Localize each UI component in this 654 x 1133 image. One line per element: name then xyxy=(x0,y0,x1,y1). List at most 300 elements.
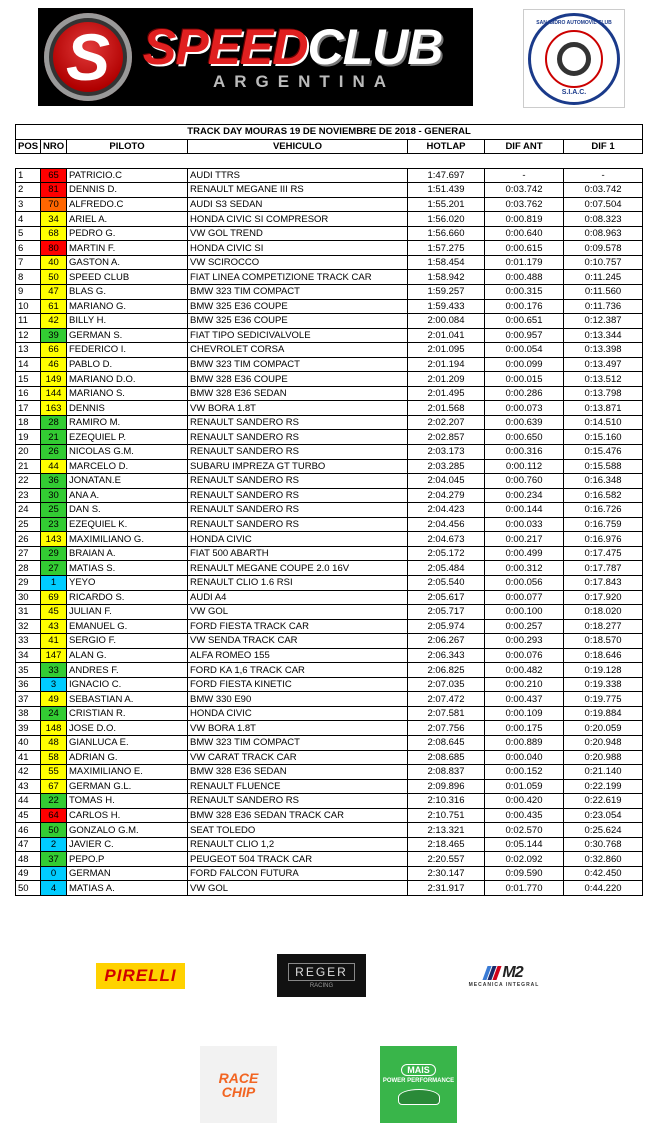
cell-piloto: BLAS G. xyxy=(67,285,188,300)
table-row xyxy=(16,808,643,823)
cell-hotlap: 2:01.095 xyxy=(408,343,485,358)
cell-piloto: MAXIMILIANO E. xyxy=(67,765,188,780)
cell-nro: 24 xyxy=(41,706,67,721)
cell-dif-1: 0:13.344 xyxy=(564,328,643,343)
table-row xyxy=(16,285,643,300)
cell-piloto: PABLO D. xyxy=(67,357,188,372)
cell-nro: 143 xyxy=(41,532,67,547)
cell-vehiculo: CHEVROLET CORSA xyxy=(188,343,408,358)
cell-vehiculo: SEAT TOLEDO xyxy=(188,823,408,838)
cell-piloto: BILLY H. xyxy=(67,314,188,329)
cell-vehiculo: FIAT TIPO SEDICIVALVOLE xyxy=(188,328,408,343)
cell-pos: 33 xyxy=(16,634,41,649)
cell-vehiculo: HONDA CIVIC SI COMPRESOR xyxy=(188,212,408,227)
cell-dif-ant: 0:00.109 xyxy=(485,706,564,721)
cell-piloto: DENNIS D. xyxy=(67,183,188,198)
cell-vehiculo: SUBARU IMPREZA GT TURBO xyxy=(188,459,408,474)
cell-hotlap: 1:56.020 xyxy=(408,212,485,227)
cell-dif-ant: 0:01.179 xyxy=(485,255,564,270)
table-row xyxy=(16,750,643,765)
cell-nro: 23 xyxy=(41,517,67,532)
cell-dif-ant: 0:00.040 xyxy=(485,750,564,765)
cell-pos: 21 xyxy=(16,459,41,474)
cell-nro: 33 xyxy=(41,663,67,678)
cell-vehiculo: BMW 325 E36 COUPE xyxy=(188,299,408,314)
table-row xyxy=(16,619,643,634)
cell-hotlap: 2:04.673 xyxy=(408,532,485,547)
cell-piloto: DENNIS xyxy=(67,401,188,416)
cell-hotlap: 1:55.201 xyxy=(408,197,485,212)
cell-hotlap: 2:07.472 xyxy=(408,692,485,707)
cell-dif-ant: 0:00.640 xyxy=(485,226,564,241)
cell-dif-ant: 0:02.092 xyxy=(485,852,564,867)
cell-nro: 80 xyxy=(41,241,67,256)
table-row xyxy=(16,183,643,198)
cell-nro: 61 xyxy=(41,299,67,314)
table-row xyxy=(16,735,643,750)
cell-vehiculo: VW SCIROCCO xyxy=(188,255,408,270)
cell-hotlap: 2:20.557 xyxy=(408,852,485,867)
cell-nro: 2 xyxy=(41,837,67,852)
cell-pos: 49 xyxy=(16,866,41,881)
cell-hotlap: 1:59.433 xyxy=(408,299,485,314)
cell-dif-ant: 0:00.056 xyxy=(485,575,564,590)
table-row xyxy=(16,445,643,460)
table-row xyxy=(16,386,643,401)
cell-nro: 65 xyxy=(41,168,67,183)
cell-dif-ant: 0:00.315 xyxy=(485,285,564,300)
cell-vehiculo: RENAULT SANDERO RS xyxy=(188,430,408,445)
cell-nro: 69 xyxy=(41,590,67,605)
cell-vehiculo: BMW 330 E90 xyxy=(188,692,408,707)
cell-dif-1: 0:11.245 xyxy=(564,270,643,285)
cell-nro: 148 xyxy=(41,721,67,736)
cell-dif-ant: 0:09.590 xyxy=(485,866,564,881)
cell-vehiculo: BMW 323 TIM COMPACT xyxy=(188,357,408,372)
cell-dif-1: 0:19.338 xyxy=(564,677,643,692)
cell-dif-ant: 0:00.176 xyxy=(485,299,564,314)
cell-hotlap: 2:05.617 xyxy=(408,590,485,605)
cell-pos: 18 xyxy=(16,415,41,430)
table-row xyxy=(16,459,643,474)
cell-vehiculo: FORD FIESTA KINETIC xyxy=(188,677,408,692)
cell-nro: 1 xyxy=(41,575,67,590)
cell-piloto: MARTIN F. xyxy=(67,241,188,256)
cell-pos: 28 xyxy=(16,561,41,576)
cell-piloto: BRAIAN A. xyxy=(67,546,188,561)
cell-vehiculo: RENAULT SANDERO RS xyxy=(188,415,408,430)
cell-pos: 35 xyxy=(16,663,41,678)
col-header-hotlap: HOTLAP xyxy=(408,139,485,154)
cell-dif-1: - xyxy=(564,168,643,183)
logo-word-club: CLUB xyxy=(307,19,443,75)
cell-dif-ant: 0:00.650 xyxy=(485,430,564,445)
cell-pos: 3 xyxy=(16,197,41,212)
table-row xyxy=(16,823,643,838)
table-row xyxy=(16,328,643,343)
table-row xyxy=(16,517,643,532)
col-header-pos: POS xyxy=(16,139,41,154)
cell-dif-1: 0:32.860 xyxy=(564,852,643,867)
table-row xyxy=(16,706,643,721)
table-header-row xyxy=(16,139,643,154)
cell-dif-ant: 0:00.435 xyxy=(485,808,564,823)
reger-logo-sub: RACING xyxy=(309,982,334,989)
table-row xyxy=(16,212,643,227)
table-row xyxy=(16,255,643,270)
table-row xyxy=(16,299,643,314)
cell-hotlap: 1:58.942 xyxy=(408,270,485,285)
cell-piloto: GERMAN S. xyxy=(67,328,188,343)
table-row xyxy=(16,852,643,867)
cell-hotlap: 2:01.568 xyxy=(408,401,485,416)
cell-vehiculo: AUDI TTRS xyxy=(188,168,408,183)
cell-pos: 50 xyxy=(16,881,41,896)
cell-piloto: ARIEL A. xyxy=(67,212,188,227)
table-row xyxy=(16,488,643,503)
cell-hotlap: 2:07.756 xyxy=(408,721,485,736)
cell-nro: 149 xyxy=(41,372,67,387)
seal-ring xyxy=(528,13,620,105)
cell-nro: 26 xyxy=(41,445,67,460)
cell-nro: 48 xyxy=(41,735,67,750)
cell-dif-ant: 0:00.257 xyxy=(485,619,564,634)
speed-club-logo xyxy=(38,8,473,106)
cell-dif-ant: 0:00.144 xyxy=(485,503,564,518)
logo-subtitle: ARGENTINA xyxy=(213,72,396,91)
cell-vehiculo: FORD FIESTA TRACK CAR xyxy=(188,619,408,634)
cell-pos: 15 xyxy=(16,372,41,387)
cell-dif-1: 0:15.476 xyxy=(564,445,643,460)
cell-pos: 13 xyxy=(16,343,41,358)
cell-dif-1: 0:18.277 xyxy=(564,619,643,634)
cell-pos: 24 xyxy=(16,503,41,518)
cell-pos: 1 xyxy=(16,168,41,183)
cell-nro: 4 xyxy=(41,881,67,896)
racechip-logo xyxy=(200,1046,277,1123)
col-header-piloto: PILOTO xyxy=(67,139,188,154)
cell-pos: 44 xyxy=(16,794,41,809)
cell-dif-ant: 0:00.234 xyxy=(485,488,564,503)
cell-dif-1: 0:22.619 xyxy=(564,794,643,809)
cell-dif-1: 0:22.199 xyxy=(564,779,643,794)
cell-nro: 42 xyxy=(41,314,67,329)
cell-hotlap: 1:56.660 xyxy=(408,226,485,241)
pirelli-logo: PIRELLI xyxy=(96,963,185,989)
cell-piloto: IGNACIO C. xyxy=(67,677,188,692)
cell-dif-1: 0:16.348 xyxy=(564,474,643,489)
cell-dif-ant: 0:00.312 xyxy=(485,561,564,576)
cell-nro: 163 xyxy=(41,401,67,416)
cell-pos: 23 xyxy=(16,488,41,503)
cell-dif-1: 0:18.646 xyxy=(564,648,643,663)
cell-hotlap: 2:04.456 xyxy=(408,517,485,532)
cell-pos: 39 xyxy=(16,721,41,736)
cell-piloto: MATIAS S. xyxy=(67,561,188,576)
cell-pos: 42 xyxy=(16,765,41,780)
table-row xyxy=(16,765,643,780)
cell-vehiculo: RENAULT MEGANE COUPE 2.0 16V xyxy=(188,561,408,576)
cell-vehiculo: BMW 323 TIM COMPACT xyxy=(188,285,408,300)
cell-piloto: GONZALO G.M. xyxy=(67,823,188,838)
cell-vehiculo: FORD FALCON FUTURA xyxy=(188,866,408,881)
cell-pos: 4 xyxy=(16,212,41,227)
cell-dif-1: 0:12.387 xyxy=(564,314,643,329)
cell-nro: 43 xyxy=(41,619,67,634)
cell-dif-1: 0:17.920 xyxy=(564,590,643,605)
cell-pos: 32 xyxy=(16,619,41,634)
cell-piloto: DAN S. xyxy=(67,503,188,518)
cell-dif-ant: 0:00.210 xyxy=(485,677,564,692)
cell-pos: 22 xyxy=(16,474,41,489)
cell-nro: 36 xyxy=(41,474,67,489)
cell-vehiculo: FORD KA 1,6 TRACK CAR xyxy=(188,663,408,678)
cell-nro: 67 xyxy=(41,779,67,794)
cell-piloto: MARIANO S. xyxy=(67,386,188,401)
cell-nro: 50 xyxy=(41,823,67,838)
cell-hotlap: 2:05.484 xyxy=(408,561,485,576)
cell-dif-ant: 0:00.033 xyxy=(485,517,564,532)
table-row xyxy=(16,503,643,518)
spacer-row xyxy=(16,154,643,169)
cell-hotlap: 2:06.267 xyxy=(408,634,485,649)
table-row xyxy=(16,837,643,852)
col-header-nro: NRO xyxy=(41,139,67,154)
mais-car-icon xyxy=(398,1089,440,1105)
cell-hotlap: 1:57.275 xyxy=(408,241,485,256)
cell-dif-1: 0:18.020 xyxy=(564,605,643,620)
cell-vehiculo: BMW 328 E36 COUPE xyxy=(188,372,408,387)
cell-dif-ant: 0:00.889 xyxy=(485,735,564,750)
cell-hotlap: 1:47.697 xyxy=(408,168,485,183)
cell-vehiculo: VW GOL TREND xyxy=(188,226,408,241)
cell-pos: 48 xyxy=(16,852,41,867)
cell-nro: 144 xyxy=(41,386,67,401)
table-row xyxy=(16,866,643,881)
cell-dif-1: 0:18.570 xyxy=(564,634,643,649)
cell-pos: 41 xyxy=(16,750,41,765)
cell-hotlap: 2:04.423 xyxy=(408,503,485,518)
cell-nro: 50 xyxy=(41,270,67,285)
cell-dif-1: 0:42.450 xyxy=(564,866,643,881)
cell-pos: 31 xyxy=(16,605,41,620)
cell-dif-ant: 0:00.651 xyxy=(485,314,564,329)
cell-hotlap: 2:10.316 xyxy=(408,794,485,809)
logo-word-speed: SPEED xyxy=(143,19,308,75)
table-row xyxy=(16,677,643,692)
cell-vehiculo: VW CARAT TRACK CAR xyxy=(188,750,408,765)
cell-nro: 66 xyxy=(41,343,67,358)
racechip-text-2: CHIP xyxy=(221,1083,256,1100)
cell-nro: 3 xyxy=(41,677,67,692)
cell-piloto: RAMIRO M. xyxy=(67,415,188,430)
speed-club-s-emblem: S xyxy=(44,13,132,101)
cell-piloto: GERMAN G.L. xyxy=(67,779,188,794)
cell-dif-1: 0:25.624 xyxy=(564,823,643,838)
cell-vehiculo: RENAULT MEGANE III RS xyxy=(188,183,408,198)
cell-dif-1: 0:10.757 xyxy=(564,255,643,270)
cell-piloto: RICARDO S. xyxy=(67,590,188,605)
cell-vehiculo: RENAULT SANDERO RS xyxy=(188,794,408,809)
cell-dif-ant: 0:00.100 xyxy=(485,605,564,620)
cell-dif-1: 0:11.560 xyxy=(564,285,643,300)
cell-nro: 25 xyxy=(41,503,67,518)
cell-piloto: EMANUEL G. xyxy=(67,619,188,634)
cell-dif-1: 0:20.948 xyxy=(564,735,643,750)
cell-vehiculo: RENAULT FLUENCE xyxy=(188,779,408,794)
cell-piloto: ANDRES F. xyxy=(67,663,188,678)
cell-hotlap: 2:09.896 xyxy=(408,779,485,794)
cell-hotlap: 2:05.717 xyxy=(408,605,485,620)
cell-hotlap: 2:00.084 xyxy=(408,314,485,329)
cell-dif-ant: 0:00.152 xyxy=(485,765,564,780)
cell-piloto: CARLOS H. xyxy=(67,808,188,823)
col-header-dif-ant: DIF ANT xyxy=(485,139,564,154)
cell-dif-1: 0:09.578 xyxy=(564,241,643,256)
cell-pos: 16 xyxy=(16,386,41,401)
cell-dif-1: 0:19.775 xyxy=(564,692,643,707)
cell-pos: 17 xyxy=(16,401,41,416)
cell-piloto: MAXIMILIANO G. xyxy=(67,532,188,547)
cell-dif-ant: 0:03.762 xyxy=(485,197,564,212)
reger-logo-text: REGER xyxy=(288,963,355,981)
cell-hotlap: 2:06.825 xyxy=(408,663,485,678)
cell-dif-1: 0:23.054 xyxy=(564,808,643,823)
table-row xyxy=(16,474,643,489)
cell-pos: 2 xyxy=(16,183,41,198)
cell-hotlap: 2:04.045 xyxy=(408,474,485,489)
cell-piloto: TOMAS H. xyxy=(67,794,188,809)
cell-hotlap: 2:30.147 xyxy=(408,866,485,881)
cell-piloto: JONATAN.E xyxy=(67,474,188,489)
cell-pos: 8 xyxy=(16,270,41,285)
cell-pos: 14 xyxy=(16,357,41,372)
table-row xyxy=(16,197,643,212)
cell-dif-ant: 0:01.770 xyxy=(485,881,564,896)
cell-pos: 43 xyxy=(16,779,41,794)
cell-dif-ant: 0:00.099 xyxy=(485,357,564,372)
cell-piloto: YEYO xyxy=(67,575,188,590)
table-row xyxy=(16,430,643,445)
cell-nro: 70 xyxy=(41,197,67,212)
cell-vehiculo: RENAULT SANDERO RS xyxy=(188,517,408,532)
cell-nro: 81 xyxy=(41,183,67,198)
cell-vehiculo: HONDA CIVIC SI xyxy=(188,241,408,256)
table-row xyxy=(16,575,643,590)
cell-dif-1: 0:13.798 xyxy=(564,386,643,401)
cell-nro: 44 xyxy=(41,459,67,474)
cell-pos: 10 xyxy=(16,299,41,314)
cell-pos: 37 xyxy=(16,692,41,707)
cell-pos: 26 xyxy=(16,532,41,547)
cell-dif-ant: 0:00.112 xyxy=(485,459,564,474)
cell-dif-ant: 0:00.639 xyxy=(485,415,564,430)
seal-top-text: SAN ISIDRO AUTOMOVIL CLUB xyxy=(536,19,612,26)
results-table xyxy=(15,124,643,896)
table-row xyxy=(16,546,643,561)
cell-vehiculo: RENAULT CLIO 1,2 xyxy=(188,837,408,852)
cell-pos: 12 xyxy=(16,328,41,343)
cell-piloto: SEBASTIAN A. xyxy=(67,692,188,707)
cell-pos: 5 xyxy=(16,226,41,241)
cell-dif-1: 0:15.588 xyxy=(564,459,643,474)
table-row xyxy=(16,314,643,329)
table-row xyxy=(16,794,643,809)
cell-piloto: NICOLAS G.M. xyxy=(67,445,188,460)
cell-dif-ant: 0:00.499 xyxy=(485,546,564,561)
cell-piloto: CRISTIAN R. xyxy=(67,706,188,721)
cell-dif-1: 0:30.768 xyxy=(564,837,643,852)
cell-dif-1: 0:16.759 xyxy=(564,517,643,532)
cell-hotlap: 2:06.343 xyxy=(408,648,485,663)
cell-piloto: MARIANO G. xyxy=(67,299,188,314)
cell-vehiculo: RENAULT SANDERO RS xyxy=(188,503,408,518)
table-row xyxy=(16,226,643,241)
cell-hotlap: 1:59.257 xyxy=(408,285,485,300)
cell-piloto: ALFREDO.C xyxy=(67,197,188,212)
cell-dif-1: 0:16.976 xyxy=(564,532,643,547)
cell-nro: 55 xyxy=(41,765,67,780)
cell-pos: 30 xyxy=(16,590,41,605)
cell-nro: 22 xyxy=(41,794,67,809)
cell-vehiculo: RENAULT SANDERO RS xyxy=(188,474,408,489)
table-row xyxy=(16,634,643,649)
cell-dif-1: 0:17.787 xyxy=(564,561,643,576)
cell-hotlap: 2:08.837 xyxy=(408,765,485,780)
cell-hotlap: 2:03.173 xyxy=(408,445,485,460)
cell-vehiculo: VW GOL xyxy=(188,881,408,896)
cell-dif-ant: 0:00.437 xyxy=(485,692,564,707)
table-row xyxy=(16,168,643,183)
cell-dif-ant: 0:02.570 xyxy=(485,823,564,838)
cell-vehiculo: VW GOL xyxy=(188,605,408,620)
cell-dif-ant: 0:00.015 xyxy=(485,372,564,387)
cell-hotlap: 2:01.495 xyxy=(408,386,485,401)
cell-hotlap: 1:51.439 xyxy=(408,183,485,198)
cell-piloto: FEDERICO I. xyxy=(67,343,188,358)
cell-dif-1: 0:07.504 xyxy=(564,197,643,212)
cell-nro: 68 xyxy=(41,226,67,241)
reger-logo xyxy=(277,954,366,997)
cell-dif-ant: 0:00.420 xyxy=(485,794,564,809)
m2-stripes xyxy=(485,964,522,982)
cell-nro: 40 xyxy=(41,255,67,270)
cell-piloto: JULIAN F. xyxy=(67,605,188,620)
table-row xyxy=(16,590,643,605)
cell-dif-ant: 0:00.957 xyxy=(485,328,564,343)
cell-dif-1: 0:16.726 xyxy=(564,503,643,518)
cell-nro: 30 xyxy=(41,488,67,503)
cell-pos: 7 xyxy=(16,255,41,270)
cell-nro: 45 xyxy=(41,605,67,620)
cell-dif-1: 0:14.510 xyxy=(564,415,643,430)
cell-vehiculo: AUDI A4 xyxy=(188,590,408,605)
cell-piloto: ALAN G. xyxy=(67,648,188,663)
cell-dif-ant: 0:00.488 xyxy=(485,270,564,285)
cell-vehiculo: RENAULT SANDERO RS xyxy=(188,488,408,503)
cell-nro: 0 xyxy=(41,866,67,881)
cell-vehiculo: VW SENDA TRACK CAR xyxy=(188,634,408,649)
cell-piloto: PEDRO G. xyxy=(67,226,188,241)
cell-vehiculo: BMW 325 E36 COUPE xyxy=(188,314,408,329)
cell-pos: 25 xyxy=(16,517,41,532)
cell-dif-ant: 0:00.819 xyxy=(485,212,564,227)
cell-nro: 147 xyxy=(41,648,67,663)
cell-pos: 27 xyxy=(16,546,41,561)
cell-piloto: GIANLUCA E. xyxy=(67,735,188,750)
cell-piloto: MARCELO D. xyxy=(67,459,188,474)
cell-dif-1: 0:13.512 xyxy=(564,372,643,387)
